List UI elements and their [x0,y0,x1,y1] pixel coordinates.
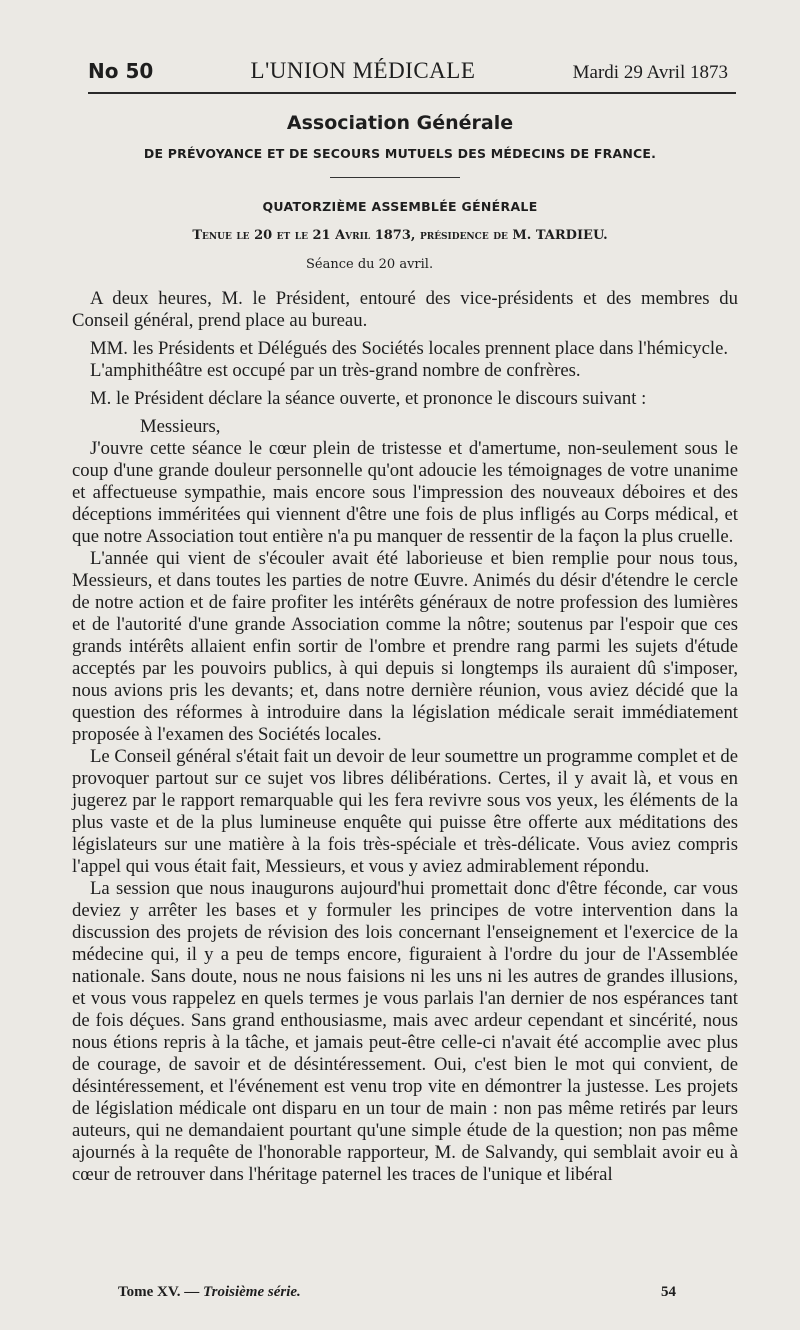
article-body [72,282,738,1186]
paragraph: L'amphithéâtre est occupé par un très-grand nombre de confrères. [90,360,581,381]
paragraph: J'ouvre cette séance le cœur plein de tristesse et d'amertume, non-seulement sous le coup d'une grande douleur personnelle qu'ont adoucie les témoignages de votre unanime et affectueuse sympathie, mais encore sous l'impression des nouveaux déboires et des déceptions imméritées qui viennent d'être une fois de plus infligés au Corps médical, et que notre Association tout entière n'a pu manquer de ressentir de la façon la plus cruelle. [72,438,738,547]
series-label: Troisième série. [203,1284,301,1300]
page-header [88,58,728,84]
section-subtitle: DE PRÉVOYANCE ET DE SECOURS MUTUELS DES MÉDECINS DE FRANCE. [143,146,657,161]
salutation: Messieurs, [140,416,221,437]
paragraph: MM. les Présidents et Délégués des Sociétés locales prennent place dans l'hémicycle. [90,338,729,359]
assembly-dates: Tenue le 20 et le 21 Avril 1873, présidence de M. TARDIEU. [192,228,608,243]
header-rule [88,92,736,94]
session-date: Séance du 20 avril. [306,257,434,272]
paragraph: La session que nous inaugurons aujourd'hui promettait donc d'être féconde, car vous deviez y arrêter les bases et y formuler les principes de votre intervention dans la discussion des projets de révision des lois concernant l'enseignement et l'exercice de la médecine qui, il y a peu de temps encore, figuraient à l'ordre du jour de l'Assemblée nationale. Sans doute, nous ne nous faisions ni les uns ni les autres de grandes illusions, et vous vous rappelez en quels termes je vous parlais l'an dernier de nos espérances tant de fois déçues. Sans grand enthousiasme, mais avec ardeur cependant et sincérité, nous nous étions repris à la tâche, et jamais peut-être celle-ci n'avait été accomplie avec plus de courage, de savoir et de désintéressement. Oui, c'est bien le mot qui convient, de désintéressement, et l'événement est venu trop vite en démontrer la justesse. Les projets de législation médicale ont disparu en un tour de main : non pas même retirés par leurs auteurs, qui ne demandaient pourtant qu'une simple étude de la question; non pas même ajournés à la requête de l'honorable rapporteur, M. de Salvandy, qui semblait avoir eu à cœur de retrouver dans l'héritage paternel les traces de l'unique et libéral [72,878,738,1185]
paragraph: A deux heures, M. le Président, entouré des vice-présidents et des membres du Conseil général, prend place au bureau. [72,288,738,331]
paragraph: L'année qui vient de s'écouler avait été laborieuse et bien remplie pour nous tous, Messieurs, et dans toutes les parties de notre Œuvre. Animés du désir d'étendre le cercle de notre action et de faire profiter les intérêts généraux de notre profession des lumières et de l'autorité d'une grande Association comme la nôtre; soutenus par l'espoir que ces grands intérêts allaient enfin sortir de l'ombre et prendre rang parmi les sujets d'étude acceptés par les pouvoirs publics, à qui depuis si longtemps ils auraient dû s'imposer, nous avions pris les devants; et, dans notre dernière réunion, vous aviez décidé que la question des réformes à introduire dans la législation médicale serait immédiatement proposée à l'examen des Sociétés locales. [72,548,738,745]
issue-date: Mardi 29 Avril 1873 [572,62,728,83]
page-footer [118,1284,676,1301]
page-number: 54 [661,1284,676,1300]
journal-title: L'UNION MÉDICALE [250,58,476,83]
issue-number: No 50 [88,59,154,83]
assembly-heading: QUATORZIÈME ASSEMBLÉE GÉNÉRALE [262,199,538,214]
tome-label: Tome XV. — [118,1284,204,1300]
section-title: Association Générale [286,112,514,134]
volume-info [118,1284,301,1301]
paragraph: Le Conseil général s'était fait un devoir de leur soumettre un programme complet et de provoquer partout sur ce sujet vos libres délibérations. Certes, il y avait là, et vous en jugerez par le rapport remarquable qui les fera revivre sous vos yeux, les éléments de la plus vaste et de la plus lumineuse enquête qui puisse être offerte aux méditations des législateurs sur une matière à la fois très-spéciale et très-délicate. Vous aviez compris l'appel qui vous était fait, Messieurs, et vous y aviez admirablement répondu. [72,746,738,877]
paragraph: M. le Président déclare la séance ouverte, et prononce le discours suivant : [90,388,647,409]
section-divider [330,177,460,178]
